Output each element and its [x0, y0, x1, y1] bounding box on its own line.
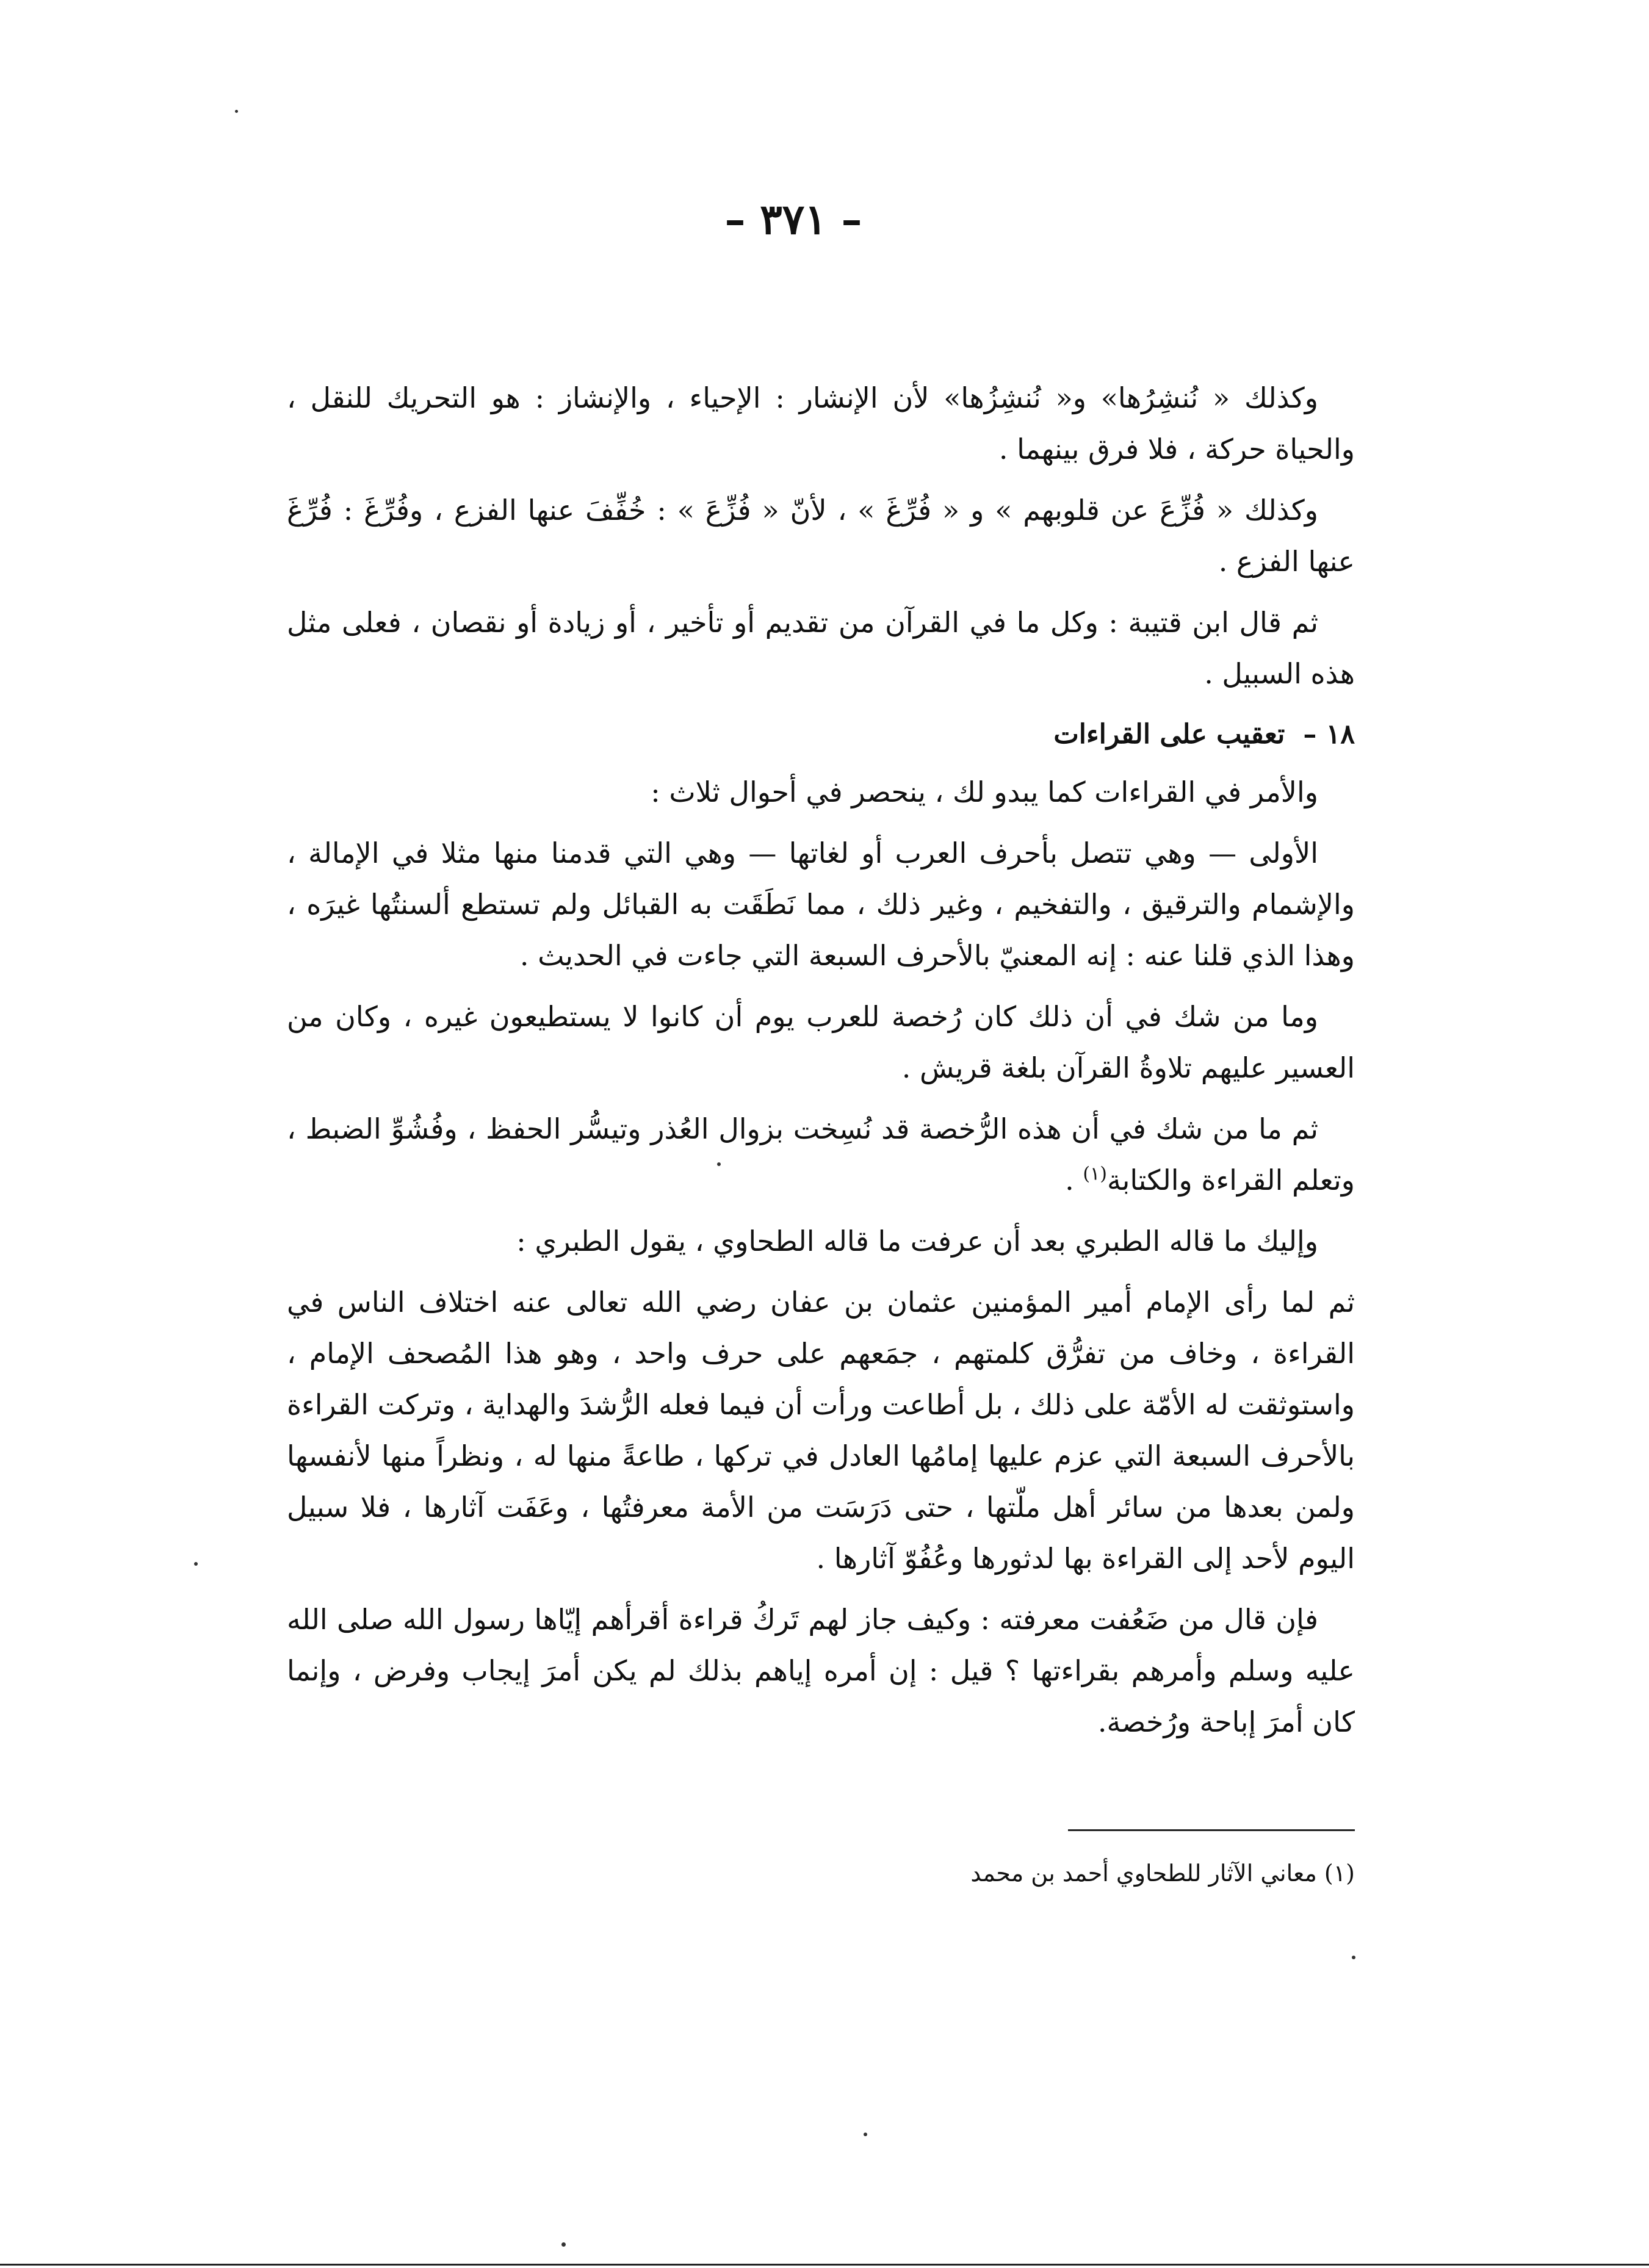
scan-speck: [1352, 1956, 1355, 1959]
scan-speck: [717, 1162, 721, 1166]
paragraph-6: وما من شك في أن ذلك كان رُخصة للعرب يوم أن كانوا لا يستطيعون غيره ، وكان من العسير عليهم تلاوةُ القرآن بلغة قريش .: [287, 1000, 1355, 1084]
paragraph-4: والأمر في القراءات كما يبدو لك ، ينحصر في أحوال ثلاث :: [651, 776, 1318, 808]
paragraph-7-end: .: [1065, 1164, 1083, 1197]
footnote-reference: (١): [1083, 1163, 1107, 1185]
paragraph-2: وكذلك « فُزِّعَ عن قلوبهم » و « فُرِّغَ » ، لأنّ « فُزِّعَ » : خُفِّفَ عنها الفزع ، وفُرِّغَ : فُرِّغَ عنها الفزع .: [287, 494, 1355, 578]
paragraph-7: [287, 1103, 1355, 1206]
paragraph-10: فإن قال من ضَعُفت معرفته : وكيف جاز لهم تَركُ قراءة أقرأهم إيّاها رسول الله صلى الله عليه وسلم وأمرهم بقراءتها ؟ قيل : إن أمره إياهم بذلك لم يكن أمرَ إيجاب وفرض ، وإنما كان أمرَ إباحة ورُخصة.: [287, 1603, 1355, 1738]
section-heading: [287, 709, 1355, 760]
scan-speck: [561, 2242, 566, 2247]
page-number: – ٣٧١ –: [724, 195, 862, 244]
footnote-separator: [1068, 1829, 1355, 1831]
section-title: تعقيب على القراءات: [1053, 719, 1285, 750]
scan-speck: [864, 2133, 867, 2136]
paragraph-3: ثم قال ابن قتيبة : وكل ما في القرآن من تقديم أو تأخير ، أو زيادة أو نقصان ، فعلى مثل هذه السبيل .: [287, 606, 1355, 690]
paragraph-9: ثم لما رأى الإمام أمير المؤمنين عثمان بن عفان رضي الله تعالى عنه اختلاف الناس في القراءة ، وخاف من تفرُّق كلمتهم ، جمَعهم على حرف واحد ، وهو هذا المُصحف الإمام ، واستوثقت له الأمّة على ذلك ، بل أطاعت ورأت أن فيما فعله الرُّشدَ والهداية ، وتركت القراءة بالأحرف السبعة التي عزم عليها إمامُها العادل في تركها ، طاعةً منها له ، ونظراً منها لأنفسها ولمن بعدها من سائر أهل ملّتها ، حتى دَرَسَت من الأمة معرفتُها ، وعَفَت آثارها ، فلا سبيل اليوم لأحد إلى القراءة بها لدثورها وعُفُوّ آثارها .: [287, 1286, 1355, 1575]
scan-speck: [194, 1562, 198, 1566]
footnote: (١) معاني الآثار للطحاوي أحمد بن محمد: [970, 1860, 1355, 1887]
paragraph-7-text: ثم ما من شك في أن هذه الرُّخصة قد نُسِخت بزوال العُذر وتيسُّر الحفظ ، وفُشُوِّ الضبط ، وتعلم القراءة والكتابة: [287, 1112, 1355, 1197]
paragraph-1: وكذلك « نُنشِرُها» و« نُنشِزُها» لأن الإنشار : الإحياء ، والإنشاز : هو التحريك للنقل ، والحياة حركة ، فلا فرق بينهما .: [287, 381, 1355, 466]
scan-speck: [235, 110, 238, 113]
section-number: ١٨ –: [1303, 719, 1355, 750]
paragraph-5: الأولى — وهي تتصل بأحرف العرب أو لغاتها — وهي التي قدمنا منها مثلا في الإمالة ، والإشمام والترقيق ، والتفخيم ، وغير ذلك ، مما نَطَقَت به القبائل ولم تستطع ألسنتُها غيرَه ، وهذا الذي قلنا عنه : إنه المعنيّ بالأحرف السبعة التي جاءت في الحديث .: [287, 837, 1355, 972]
page-body: [287, 372, 1355, 1757]
scan-bottom-edge: [0, 2264, 1649, 2266]
paragraph-8: وإليك ما قاله الطبري بعد أن عرفت ما قاله الطحاوي ، يقول الطبري :: [516, 1225, 1318, 1258]
